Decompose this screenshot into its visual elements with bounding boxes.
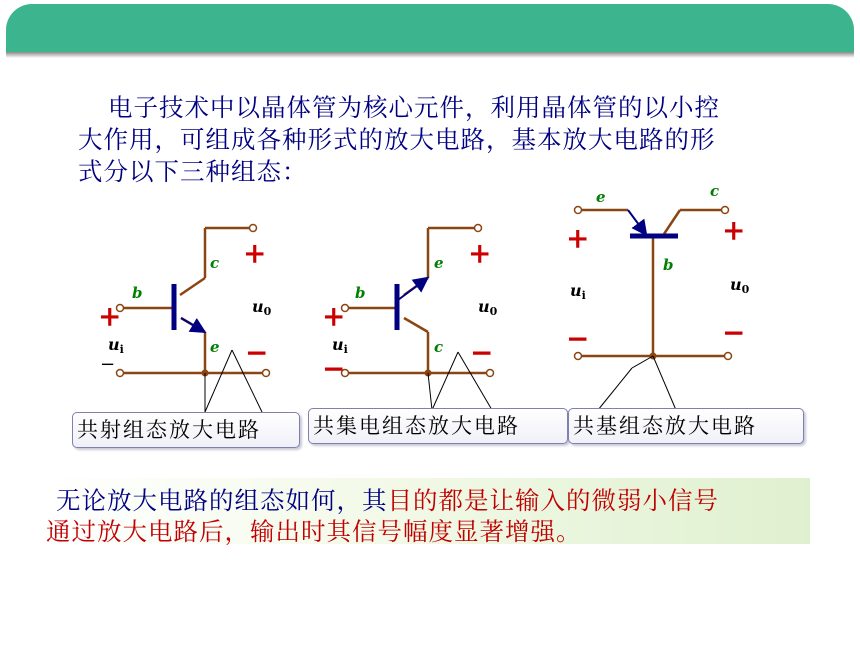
caption-common-collector: 共集电组态放大电路	[308, 408, 568, 444]
cc-emitter-label: e	[434, 254, 444, 272]
caption-common-emitter: 共射组态放大电路	[72, 412, 300, 448]
ce-base-label: b	[132, 284, 143, 302]
cb-output-minus: −	[722, 316, 746, 349]
cb-collector-label: c	[710, 182, 720, 200]
ce-input-minus: −	[100, 354, 116, 375]
cc-base-label: b	[355, 284, 366, 302]
cc-output-voltage: u0	[478, 297, 498, 318]
conclusion-line-1: 无论放大电路的组态如何，其目的都是让输入的微弱小信号	[56, 486, 719, 515]
cb-emitter-label: e	[596, 188, 606, 206]
cb-base-label: b	[663, 256, 674, 274]
ce-output-voltage: u0	[252, 297, 272, 318]
intro-line-2: 大作用，可组成各种形式的放大电路，基本放大电路的形	[78, 125, 716, 154]
ce-emitter-label: e	[210, 338, 220, 356]
cc-input-plus: +	[322, 300, 346, 333]
intro-line-3: 式分以下三种组态：	[78, 157, 308, 186]
intro-line-1: 电子技术中以晶体管为核心元件，利用晶体管的以小控	[108, 93, 720, 122]
cb-input-plus: +	[566, 222, 590, 255]
ce-input-plus: +	[98, 300, 122, 333]
cb-input-minus: −	[566, 322, 590, 355]
common-collector-circuit	[322, 225, 498, 411]
cb-output-plus: +	[722, 214, 746, 247]
common-base-circuit	[566, 182, 750, 410]
cc-input-voltage: ui	[332, 335, 348, 356]
ce-output-minus: −	[245, 336, 269, 369]
conclusion-box	[42, 478, 810, 544]
cb-input-voltage: ui	[570, 281, 586, 302]
ce-collector-label: c	[210, 254, 220, 272]
common-emitter-circuit	[98, 225, 272, 413]
cc-collector-label: c	[434, 338, 444, 356]
cc-output-plus: +	[468, 237, 492, 270]
conclusion-line-2: 通过放大电路后，输出时其信号幅度显著增强。	[46, 517, 582, 546]
caption-common-base: 共基组态放大电路	[568, 408, 804, 444]
cc-input-minus: −	[322, 352, 346, 385]
cc-output-minus: −	[470, 336, 494, 369]
cb-output-voltage: u0	[730, 275, 750, 296]
ce-output-plus: +	[243, 237, 267, 270]
ce-input-voltage: ui	[108, 335, 124, 356]
